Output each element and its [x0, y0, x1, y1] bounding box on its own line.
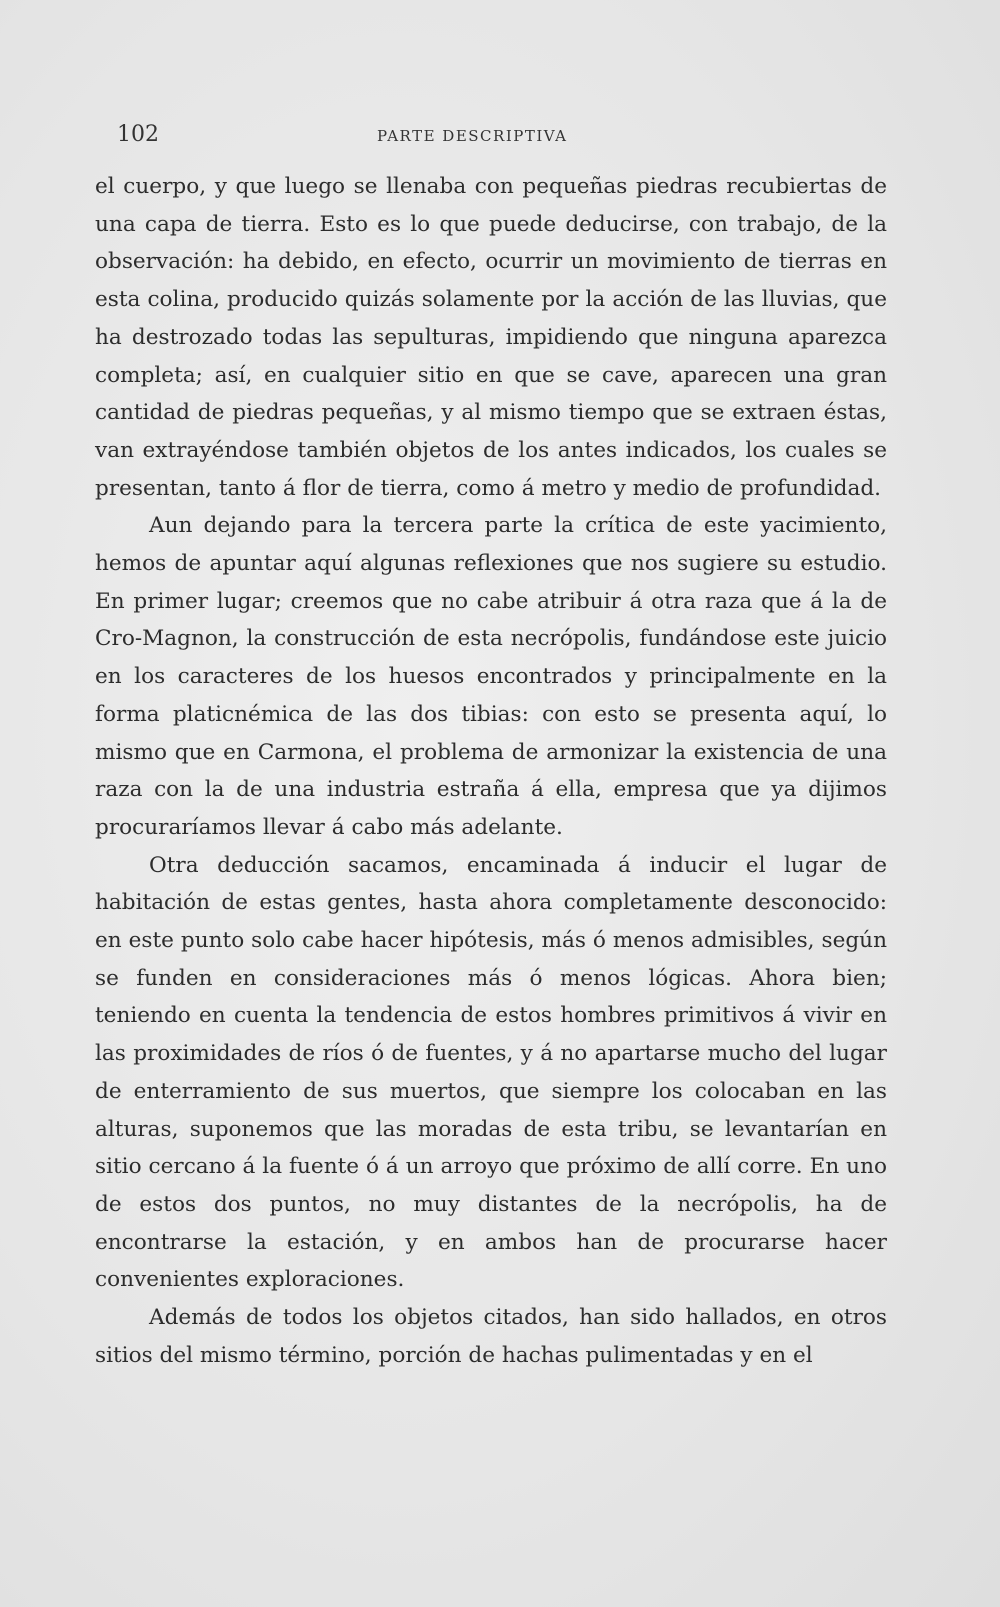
paragraph-3: Otra deducción sacamos, encaminada á inducir el lugar de habitación de estas gentes, hasta ahora completamente desconocido: en este punto solo cabe hacer hipótesis, más ó menos admisibles, según se funden en consideraciones más ó menos lógicas. Ahora bien; teniendo en cuenta la tendencia de estos hombres primitivos á vivir en las proximidades de ríos ó de fuentes, y á no apartarse mucho del lugar de enterramiento de sus muertos, que siempre los colocaban en las alturas, suponemos que las moradas de esta tribu, se levantarían en sitio cercano á la fuente ó á un arroyo que próximo de allí corre. En uno de estos dos puntos, no muy distantes de la necrópolis, ha de encontrarse la estación, y en ambos han de procurarse hacer convenientes exploraciones. — [95, 852, 887, 1293]
page-header — [117, 122, 897, 156]
running-head: PARTE DESCRIPTIVA — [377, 127, 568, 145]
paragraph-2: Aun dejando para la tercera parte la crítica de este yacimiento, hemos de apuntar aquí algunas reflexiones que nos sugiere su estudio. En primer lugar; creemos que no cabe atribuir á otra raza que á la de Cro-Magnon, la construcción de esta necrópolis, fundándose este juicio en los caracteres de los huesos encontrados y principalmente en la forma platicnémica de las dos tibias: con esto se presenta aquí, lo mismo que en Carmona, el problema de armonizar la existencia de una raza con la de una industria estraña á ella, empresa que ya dijimos procuraríamos llevar á cabo más adelante. — [95, 513, 887, 840]
paragraph-4: Además de todos los objetos citados, han sido hallados, en otros sitios del mismo término, porción de hachas pulimentadas y en el — [95, 1305, 887, 1368]
body-text — [95, 168, 887, 1375]
page-number: 102 — [117, 122, 159, 147]
paragraph-1: el cuerpo, y que luego se llenaba con pequeñas piedras recubiertas de una capa de tierra. Esto es lo que puede deducirse, con trabajo, de la observación: ha debido, en efecto, ocurrir un movimiento de tierras en esta colina, producido quizás solamente por la acción de las lluvias, que ha destrozado todas las sepulturas, impidiendo que ninguna aparezca completa; así, en cualquier sitio en que se cave, aparecen una gran cantidad de piedras pequeñas, y al mismo tiempo que se extraen éstas, van extrayéndose también objetos de los antes indicados, los cuales se presentan, tanto á flor de tierra, como á metro y medio de profundidad. — [95, 174, 887, 501]
